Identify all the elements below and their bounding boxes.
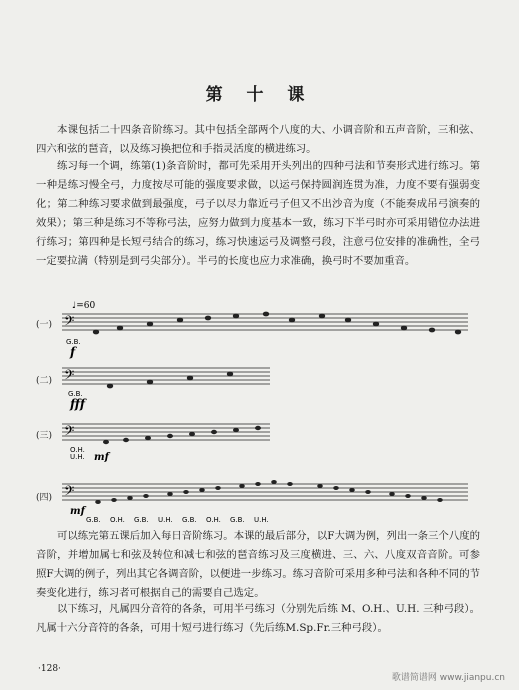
music-example-4 xyxy=(30,470,470,528)
bowing-mark: U.H. xyxy=(70,453,85,461)
bowing-mark: O.H. xyxy=(206,516,221,524)
dynamic-mark: f xyxy=(70,345,76,359)
page-number: ·128· xyxy=(38,664,61,674)
daily-scale-paragraph: 可以练完第五课后加入每日音阶练习。本课的最后部分，以F大调为例，列出一条三个八度的音阶，并增加属七和弦及转位和减七和弦的琶音练习及三度横进、三、六、八度双音音阶。可参照F大调的例子，列出其它各调音阶，以便进一步练习。练习音阶可采用多种弓法和各种不同的节奏变化进行，练习者可根据自己的需要自己选定。 xyxy=(36,530,480,599)
bowing-mark: G.B. xyxy=(66,338,81,346)
bowing-mark: G.B. xyxy=(134,516,149,524)
bowing-mark: G.B. xyxy=(86,516,101,524)
svg-text:𝄢: 𝄢 xyxy=(64,313,75,332)
dynamic-mark: mf xyxy=(94,452,109,463)
tempo-marking: ♩=60 xyxy=(72,301,96,311)
bowing-mark: G.B. xyxy=(230,516,245,524)
bowing-mark: O.H. xyxy=(70,446,85,454)
practice-method-paragraph: 练习每一个调，练第(1)条音阶时，都可先采用开头列出的四种弓法和节奏形式进行练习。第一种是练习慢全弓，力度按尽可能的强度要求做，以运弓保持圆润连贯为准，力度不要有强弱变化；第二种练习要求做到最强度，弓子以尽力靠近弓子但又不出沙音为度（不能奏成吊弓演奏的效果）；第三种是练习不等称弓法，应努力做到力度基本一致，练习下半弓时亦可采用错位办法进行练习；第四种是长短弓结合的练习，练习快速运弓及调整弓段，注意弓位安排的准确性，全弓一定要拉满（特别是到弓尖部分）。半弓的长度也应力求准确，换弓时不要加重音。 xyxy=(36,160,480,267)
dynamic-mark: fff xyxy=(70,397,86,411)
bowing-instruction-paragraph: 以下练习，凡属四分音符的各条，可用半弓练习（分别先后练 M、O.H.、U.H. 三种弓段）。凡属十六分音符的各条，可用十短弓进行练习（先后练M.Sp.Fr.三种弓段）。 xyxy=(36,603,480,634)
svg-text:𝄢: 𝄢 xyxy=(64,423,75,442)
bowing-mark: U.H. xyxy=(254,516,269,524)
example-4-label: (四) xyxy=(36,493,53,503)
bowing-mark: U.H. xyxy=(158,516,173,524)
bowing-mark: G.B. xyxy=(68,390,83,398)
intro-paragraph: 本课包括二十四条音阶练习。其中包括全部两个八度的大、小调音阶和五声音阶，三和弦、四六和弦的琶音，以及练习换把位和手指灵活度的横进练习。 xyxy=(36,124,480,155)
example-3-label: (三) xyxy=(36,431,53,441)
dynamic-mark: mf xyxy=(70,506,85,517)
lesson-title: 第 十 课 xyxy=(205,85,314,105)
bowing-mark: G.B. xyxy=(182,516,197,524)
music-example-1 xyxy=(30,298,470,358)
music-example-3 xyxy=(30,414,470,466)
example-2-label: (二) xyxy=(36,376,53,386)
bowing-mark: O.H. xyxy=(110,516,125,524)
music-example-2 xyxy=(30,362,470,414)
svg-text:𝄢: 𝄢 xyxy=(64,367,75,386)
svg-text:𝄢: 𝄢 xyxy=(64,483,75,502)
example-1-label: (一) xyxy=(36,320,53,330)
watermark: 歌谱简谱网 www.jianpu.cn xyxy=(391,673,505,683)
